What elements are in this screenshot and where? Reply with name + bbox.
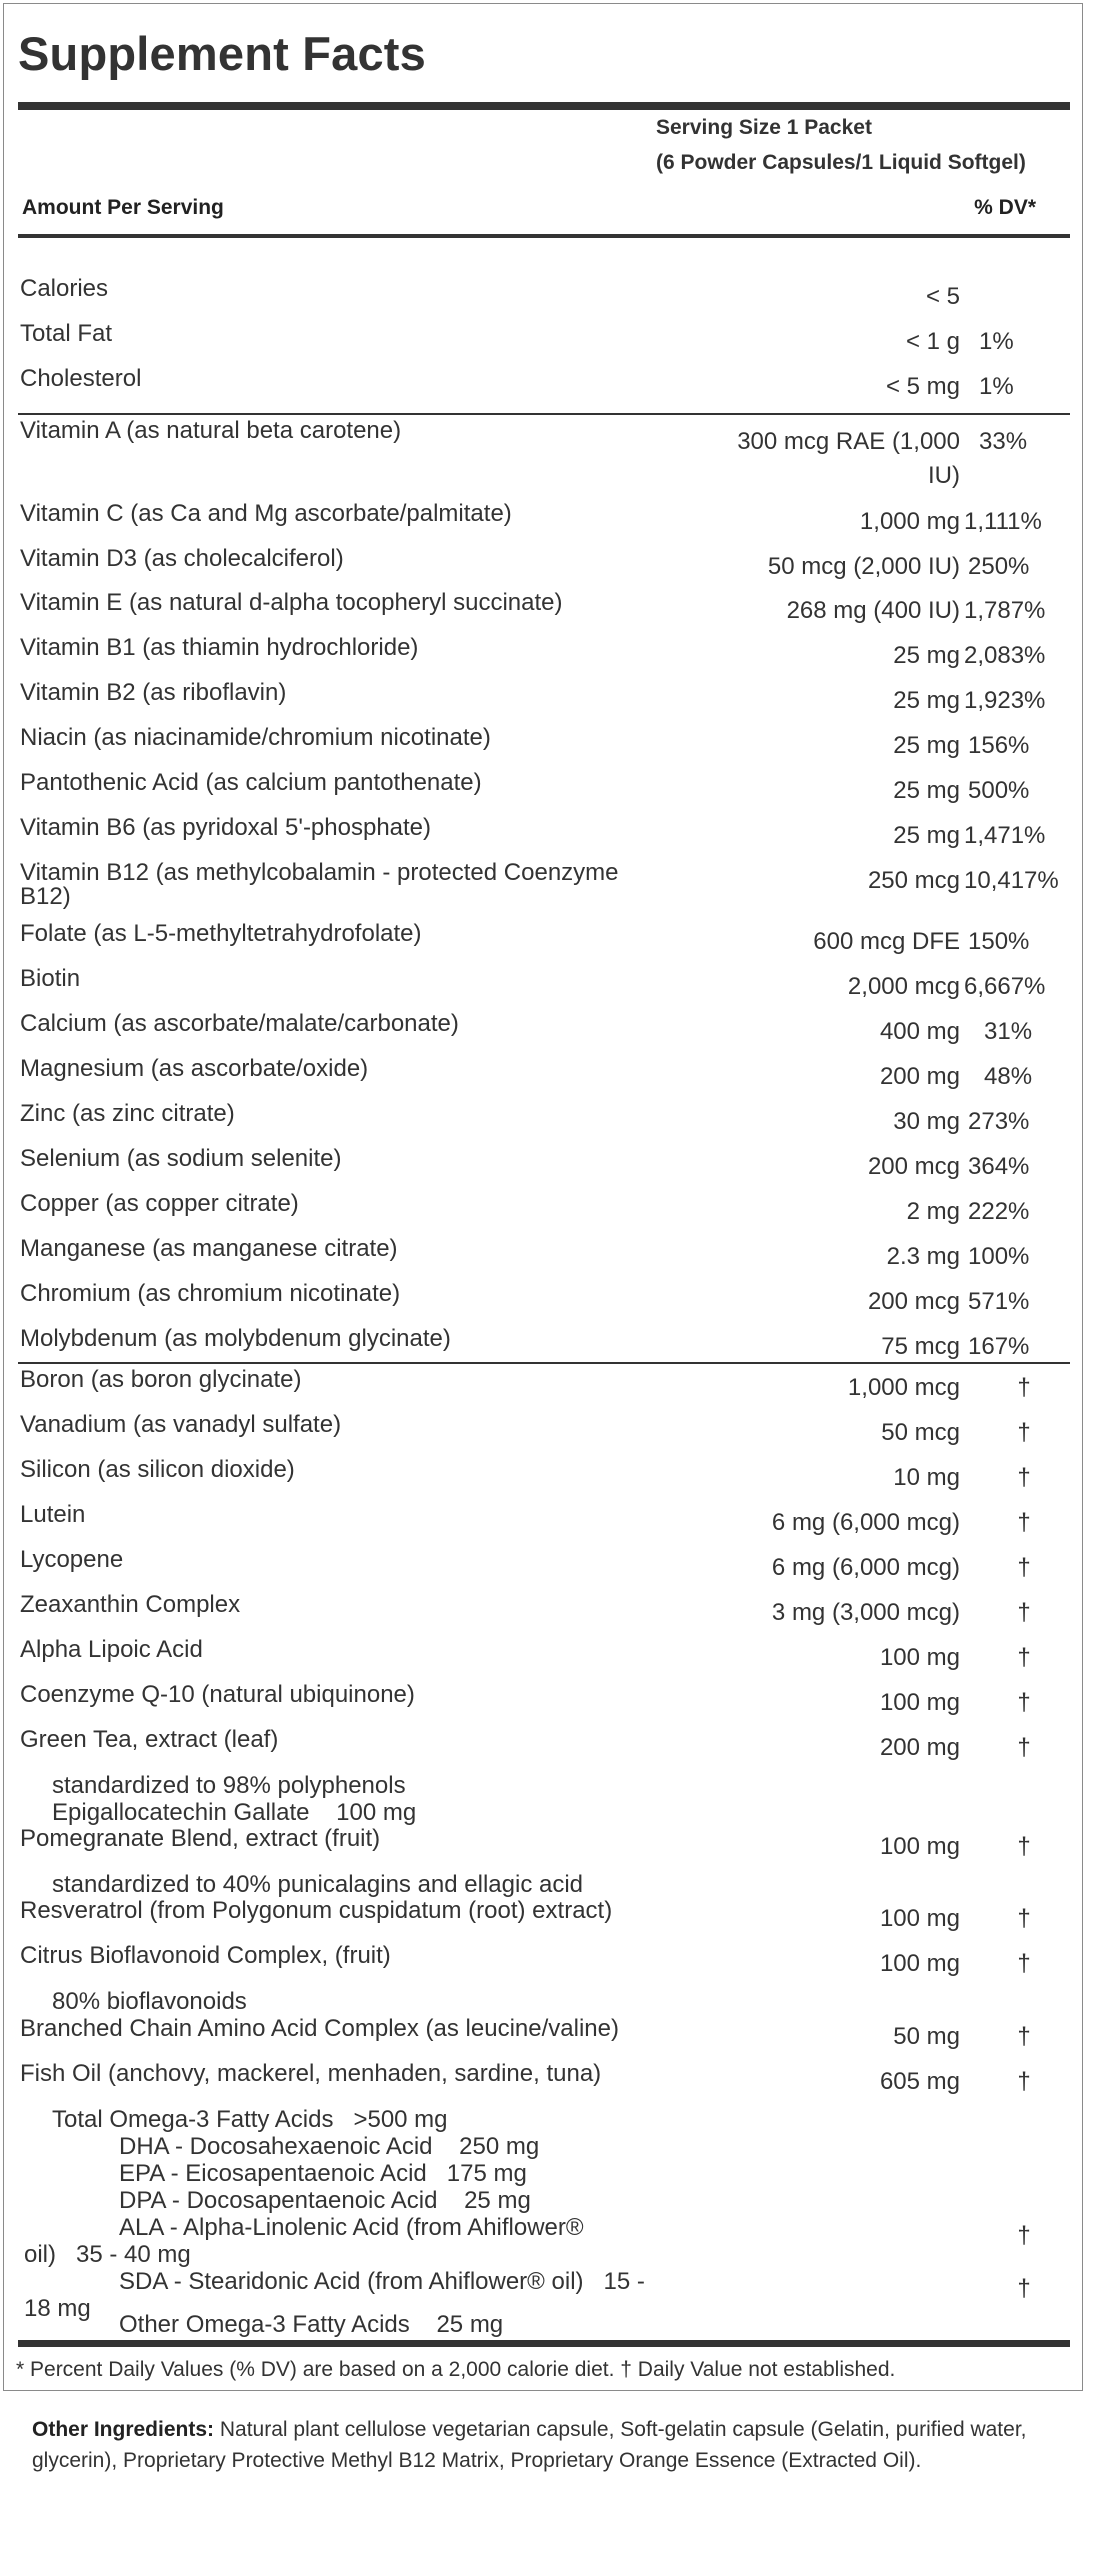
omega3-total: Total Omega-3 Fatty Acids >500 mg	[52, 2106, 448, 2133]
serving-size	[656, 110, 1026, 180]
nutrient-name: Green Tea, extract (leaf)	[20, 1726, 279, 1753]
nutrient-name: Branched Chain Amino Acid Complex (as leucine/valine)	[20, 2015, 619, 2042]
nutrient-name: Citrus Bioflavonoid Complex, (fruit)	[20, 1942, 391, 1969]
nutrient-amount: 200 mg	[879, 1063, 960, 1090]
nutrient-dv: 6,667%	[964, 973, 1046, 1000]
nutrient-name: Lycopene	[20, 1546, 124, 1573]
dv-heading: % DV*	[974, 196, 1036, 219]
nutrient-dv: 1,787%	[964, 597, 1046, 624]
nutrient-amount: 25 mg	[893, 642, 960, 669]
nutrient-name: Zeaxanthin Complex	[20, 1591, 241, 1618]
nutrient-name: Total Fat	[20, 320, 113, 347]
pomegranate-standardization: standardized to 40% punicalagins and ellagic acid	[52, 1871, 584, 1898]
nutrient-dv: 1,111%	[964, 508, 1042, 535]
nutrient-amount: 3 mg (3,000 mcg)	[771, 1599, 960, 1626]
dagger-mark: †	[1017, 1734, 1031, 1761]
serving-size-line1: Serving Size 1 Packet	[656, 116, 872, 139]
nutrient-name: Vitamin B1 (as thiamin hydrochloride)	[20, 634, 419, 661]
dv-footnote: * Percent Daily Values (% DV) are based on a 2,000 calorie diet. † Daily Value not established.	[16, 2358, 896, 2381]
nutrient-amount: 200 mcg	[867, 1153, 960, 1180]
nutrient-amount: 300 mcg RAE (1,000	[737, 428, 960, 455]
nutrient-amount: 50 mg	[893, 2023, 960, 2050]
nutrient-amount: 100 mg	[879, 1644, 960, 1671]
nutrient-name: Cholesterol	[20, 365, 142, 392]
nutrient-amount-continued: IU)	[928, 462, 960, 489]
dagger-mark: †	[1017, 2222, 1031, 2249]
nutrient-dv: 10,417%	[964, 867, 1059, 894]
nutrient-name: Alpha Lipoic Acid	[20, 1636, 203, 1663]
omega3-ala: ALA - Alpha-Linolenic Acid (from Ahiflower®	[119, 2214, 584, 2241]
nutrient-name-continued: B12)	[20, 883, 71, 910]
nutrient-name: Vitamin D3 (as cholecalciferol)	[20, 545, 344, 572]
dagger-mark: †	[1017, 1554, 1031, 1581]
nutrient-name: Zinc (as zinc citrate)	[20, 1100, 235, 1127]
nutrient-amount: 2 mg	[906, 1198, 960, 1225]
nutrient-amount: < 5 mg	[885, 373, 960, 400]
nutrient-name: Molybdenum (as molybdenum glycinate)	[20, 1325, 451, 1352]
nutrient-dv: 167%	[968, 1333, 1030, 1360]
nutrient-name: Calcium (as ascorbate/malate/carbonate)	[20, 1010, 459, 1037]
nutrient-amount: 400 mg	[879, 1018, 960, 1045]
amount-per-serving-heading: Amount Per Serving	[22, 196, 224, 219]
nutrient-amount: 30 mg	[893, 1108, 960, 1135]
nutrient-amount: 100 mg	[879, 1950, 960, 1977]
nutrient-amount: 600 mcg DFE	[813, 928, 960, 955]
nutrient-name: Vitamin B12 (as methylcobalamin - protected Coenzyme	[20, 859, 619, 886]
nutrient-name: Niacin (as niacinamide/chromium nicotinate)	[20, 724, 491, 751]
nutrient-name: Selenium (as sodium selenite)	[20, 1145, 342, 1172]
nutrient-amount: 100 mg	[879, 1689, 960, 1716]
nutrient-amount: 6 mg (6,000 mcg)	[771, 1554, 960, 1581]
dagger-mark: †	[1017, 1689, 1031, 1716]
nutrient-name: Silicon (as silicon dioxide)	[20, 1456, 295, 1483]
nutrient-amount: 1,000 mcg	[847, 1374, 960, 1401]
dagger-mark: †	[1017, 2068, 1031, 2095]
nutrient-dv: 150%	[968, 928, 1030, 955]
nutrient-amount: 25 mg	[893, 822, 960, 849]
nutrient-name: Copper (as copper citrate)	[20, 1190, 299, 1217]
omega3-dpa: DPA - Docosapentaenoic Acid 25 mg	[119, 2187, 531, 2214]
nutrient-name: Vitamin B2 (as riboflavin)	[20, 679, 287, 706]
dagger-mark: †	[1017, 1599, 1031, 1626]
nutrient-amount: 50 mcg (2,000 IU)	[767, 553, 960, 580]
nutrient-name: Calories	[20, 275, 109, 302]
omega3-other: Other Omega-3 Fatty Acids 25 mg	[119, 2311, 504, 2338]
nutrient-name: Vitamin B6 (as pyridoxal 5'-phosphate)	[20, 814, 432, 841]
nutrient-amount: < 1 g	[905, 328, 960, 355]
dagger-mark: †	[1017, 1374, 1031, 1401]
nutrient-dv: 273%	[968, 1108, 1030, 1135]
nutrient-name: Pomegranate Blend, extract (fruit)	[20, 1825, 381, 1852]
serving-size-line2: (6 Powder Capsules/1 Liquid Softgel)	[656, 151, 1026, 174]
divider-thick-top	[18, 102, 1070, 110]
omega3-epa: EPA - Eicosapentaenoic Acid 175 mg	[119, 2160, 527, 2187]
nutrient-name: Fish Oil (anchovy, mackerel, menhaden, sardine, tuna)	[20, 2060, 602, 2087]
nutrient-amount: 2,000 mcg	[847, 973, 960, 1000]
nutrient-dv: 1%	[979, 373, 1014, 400]
nutrient-amount: 100 mg	[879, 1833, 960, 1860]
nutrient-name: Vitamin A (as natural beta carotene)	[20, 417, 402, 444]
nutrient-amount: 200 mcg	[867, 1288, 960, 1315]
nutrient-amount: < 5	[925, 283, 960, 310]
omega3-sda-continued: 18 mg	[24, 2295, 91, 2322]
nutrient-dv: 571%	[968, 1288, 1030, 1315]
other-ingredients-label: Other Ingredients:	[32, 2418, 215, 2441]
nutrient-dv: 1%	[979, 328, 1014, 355]
nutrient-name: Pantothenic Acid (as calcium pantothenate)	[20, 769, 482, 796]
nutrient-name: Vitamin C (as Ca and Mg ascorbate/palmitate)	[20, 500, 512, 527]
nutrient-amount: 1,000 mg	[859, 508, 960, 535]
dagger-mark: †	[1017, 2275, 1031, 2302]
nutrient-amount: 75 mcg	[881, 1333, 960, 1360]
dagger-mark: †	[1017, 1419, 1031, 1446]
nutrient-name: Vitamin E (as natural d-alpha tocopheryl succinate)	[20, 589, 563, 616]
panel-title: Supplement Facts	[18, 27, 427, 80]
nutrient-name: Vanadium (as vanadyl sulfate)	[20, 1411, 342, 1438]
omega3-dha: DHA - Docosahexaenoic Acid 250 mg	[119, 2133, 540, 2160]
nutrient-name: Boron (as boron glycinate)	[20, 1366, 302, 1393]
nutrient-amount: 10 mg	[893, 1464, 960, 1491]
nutrient-amount: 250 mcg	[867, 867, 960, 894]
nutrient-dv: 222%	[968, 1198, 1030, 1225]
nutrient-dv: 31%	[984, 1018, 1033, 1045]
nutrient-dv: 500%	[968, 777, 1030, 804]
divider-thin-vitamins	[18, 413, 1070, 415]
nutrient-dv: 1,471%	[964, 822, 1046, 849]
nutrient-dv: 100%	[968, 1243, 1030, 1270]
nutrient-name: Resveratrol (from Polygonum cuspidatum (root) extract)	[20, 1897, 613, 1924]
nutrient-amount: 25 mg	[893, 777, 960, 804]
divider-medium	[18, 234, 1070, 238]
divider-thick-bottom	[18, 2340, 1070, 2347]
other-ingredients-text: Natural plant cellulose vegetarian capsule, Soft-gelatin capsule (Gelatin, purified water, glycerin), Proprietary Protective Methyl B12 Matrix, Proprietary Orange Essence (Extracted Oil).	[32, 2418, 1027, 2472]
nutrient-amount: 50 mcg	[881, 1419, 960, 1446]
nutrient-name: Lutein	[20, 1501, 86, 1528]
nutrient-name: Folate (as L-5-methyltetrahydrofolate)	[20, 920, 422, 947]
dagger-mark: †	[1017, 1950, 1031, 1977]
omega3-sda: SDA - Stearidonic Acid (from Ahiflower® oil) 15 -	[119, 2268, 645, 2295]
nutrient-name: Magnesium (as ascorbate/oxide)	[20, 1055, 369, 1082]
divider-thin-others	[18, 1362, 1070, 1364]
nutrient-dv: 33%	[979, 428, 1028, 455]
nutrient-amount: 100 mg	[879, 1905, 960, 1932]
green-tea-standardization: standardized to 98% polyphenols	[52, 1772, 406, 1799]
nutrient-name: Coenzyme Q-10 (natural ubiquinone)	[20, 1681, 415, 1708]
nutrient-dv: 2,083%	[964, 642, 1046, 669]
green-tea-egcg: Epigallocatechin Gallate 100 mg	[52, 1799, 417, 1826]
citrus-standardization: 80% bioflavonoids	[52, 1988, 247, 2015]
supplement-facts-panel	[3, 3, 1083, 2391]
nutrient-amount: 268 mg (400 IU)	[786, 597, 960, 624]
nutrient-amount: 25 mg	[893, 687, 960, 714]
dagger-mark: †	[1017, 1833, 1031, 1860]
dagger-mark: †	[1017, 2023, 1031, 2050]
nutrient-name: Manganese (as manganese citrate)	[20, 1235, 398, 1262]
nutrient-amount: 25 mg	[893, 732, 960, 759]
omega3-ala-continued: oil) 35 - 40 mg	[24, 2241, 191, 2268]
other-ingredients	[32, 2414, 1042, 2476]
dagger-mark: †	[1017, 1644, 1031, 1671]
nutrient-amount: 605 mg	[879, 2068, 960, 2095]
nutrient-dv: 250%	[968, 553, 1030, 580]
nutrient-name: Biotin	[20, 965, 81, 992]
dagger-mark: †	[1017, 1905, 1031, 1932]
nutrient-name: Chromium (as chromium nicotinate)	[20, 1280, 401, 1307]
nutrient-amount: 2.3 mg	[886, 1243, 960, 1270]
nutrient-dv: 364%	[968, 1153, 1030, 1180]
nutrient-dv: 1,923%	[964, 687, 1046, 714]
nutrient-amount: 6 mg (6,000 mcg)	[771, 1509, 960, 1536]
nutrient-dv: 48%	[984, 1063, 1033, 1090]
dagger-mark: †	[1017, 1464, 1031, 1491]
nutrient-amount: 200 mg	[879, 1734, 960, 1761]
dagger-mark: †	[1017, 1509, 1031, 1536]
nutrient-dv: 156%	[968, 732, 1030, 759]
